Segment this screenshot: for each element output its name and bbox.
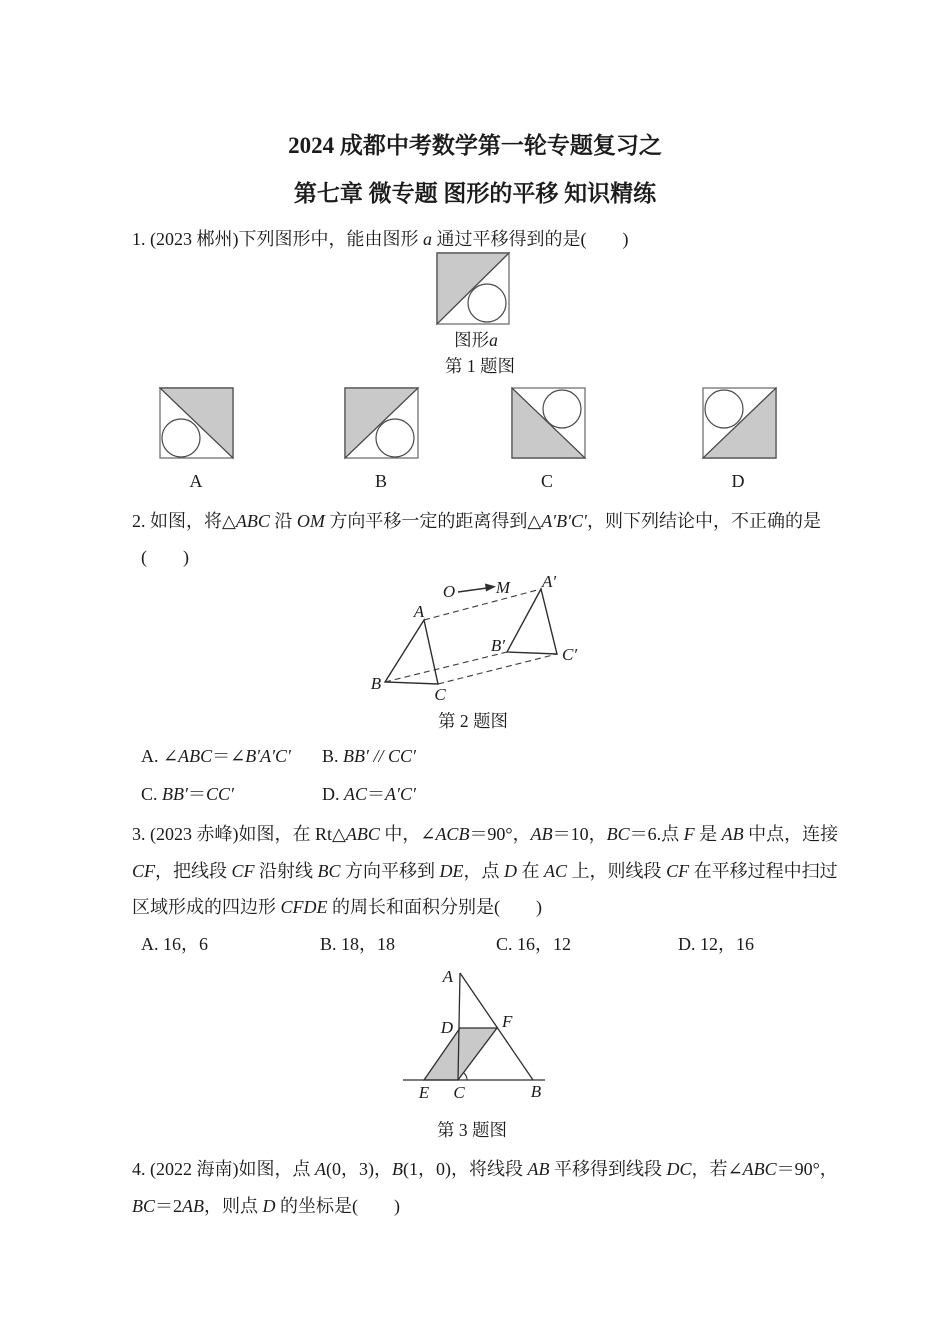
q1-option-label-b: B [374, 471, 387, 491]
figure-2 [355, 574, 605, 709]
option-d-circle [705, 390, 743, 428]
option-b-circle [376, 419, 414, 457]
vertex-label-cprime: C′ [562, 645, 578, 664]
q3-option-b: B. 18，18 [320, 934, 396, 954]
vertex-label-a: A [413, 602, 425, 621]
q1-text: 1. (2023 郴州)下列图形中，能由图形 a 通过平移得到的是( ) [132, 229, 629, 249]
translation-arrow-line [458, 588, 487, 592]
q3-option-a: A. 16，6 [141, 934, 208, 954]
angle-arc-c [464, 1073, 468, 1080]
dashed-line-c-cprime [438, 654, 557, 684]
vertex-label-c: C [453, 1083, 465, 1102]
translation-arrow-head [485, 584, 496, 592]
q1-option-figure-d [700, 386, 780, 464]
vertex-label-b: B [530, 1082, 542, 1101]
title-line-1: 2024 成都中考数学第一轮专题复习之 [288, 133, 662, 158]
q3-text-line1: 3. (2023 赤峰)如图，在 Rt△ABC 中，∠ACB＝90°，AB＝10，BC＝6.点 F 是 AB 中点，连接 [132, 824, 839, 844]
q2-option-b: B. BB′ // CC′ [322, 746, 416, 766]
dashed-line-b-bprime [385, 652, 507, 682]
triangle-aprime-bprime-cprime [507, 589, 557, 654]
vertex-label-d: D [440, 1018, 453, 1037]
vertex-label-m: M [495, 578, 511, 597]
q3-text-line3: 区域形成的四边形 CFDE 的周长和面积分别是( ) [132, 897, 542, 917]
q2-answer-blank: ( ) [141, 547, 189, 567]
q1-option-figure-b [342, 386, 422, 464]
vertex-label-aprime: A′ [542, 572, 557, 591]
q3-option-c: C. 16，12 [496, 934, 572, 954]
q1-option-figure-a [157, 386, 237, 464]
figure-a [432, 250, 517, 330]
figure-1-caption: 第 1 题图 [445, 356, 515, 376]
q2-option-d: D. AC＝A′C′ [322, 784, 416, 804]
figure-a-circle [468, 284, 506, 322]
q1-option-figure-c [509, 386, 589, 464]
side-ab [460, 973, 533, 1080]
vertex-label-bprime: B′ [490, 636, 505, 655]
q4-text-line2: BC＝2AB，则点 D 的坐标是( ) [132, 1196, 401, 1216]
q1-option-label-d: D [731, 471, 745, 491]
vertex-label-c: C [434, 685, 446, 704]
q4-text-line1: 4. (2022 海南)如图，点 A(0，3)，B(1，0)，将线段 AB 平移得到线段 DC，若∠ABC＝90°， [132, 1159, 838, 1179]
triangle-abc [385, 620, 438, 684]
vertex-label-e: E [418, 1083, 430, 1102]
option-a-circle [162, 419, 200, 457]
title-line-2: 第七章 微专题 图形的平移 知识精练 [293, 181, 657, 206]
figure-3 [395, 963, 560, 1103]
option-c-circle [543, 390, 581, 428]
vertex-label-o: O [442, 582, 456, 601]
figure-3-caption: 第 3 题图 [437, 1120, 507, 1140]
q1-option-label-a: A [189, 471, 203, 491]
parallelogram-edfc [424, 1028, 497, 1080]
vertex-label-f: F [502, 1012, 513, 1031]
vertex-label-b: B [370, 674, 382, 693]
q2-option-a: A. ∠ABC＝∠B′A′C′ [141, 746, 291, 766]
q2-text-line1: 2. 如图，将△ABC 沿 OM 方向平移一定的距离得到△A′B′C′，则下列结论中，不正确的是 [132, 511, 821, 531]
q3-text-line2: CF，把线段 CF 沿射线 BC 方向平移到 DE，点 D 在 AC 上，则线段 CF 在平移过程中扫过 [132, 861, 838, 881]
q3-option-d: D. 12，16 [678, 934, 754, 954]
vertex-label-a: A [442, 967, 453, 986]
q2-option-c: C. BB′＝CC′ [141, 784, 234, 804]
figure-a-label: 图形a [454, 330, 498, 350]
q1-option-label-c: C [540, 471, 553, 491]
figure-2-caption: 第 2 题图 [438, 711, 508, 731]
dashed-line-a-aprime [424, 589, 541, 620]
